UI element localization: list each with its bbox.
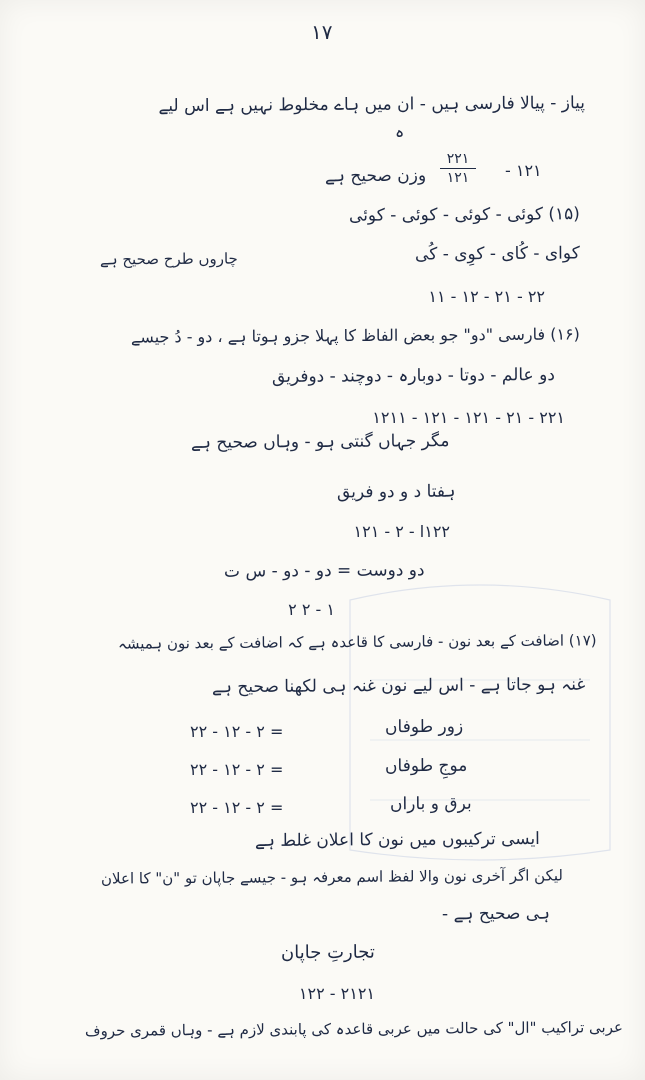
line-1: پیاز - پیالا فارسی ہیں - ان میں ہاے مخلوط نہیں ہے اس لیے [158, 93, 586, 117]
line-16-text: زور طوفاں [384, 716, 464, 738]
line-12: دو دوست = دو - دو - س ت [224, 560, 426, 582]
line-24: عربی تراکیب "ال" کی حالت میں عربی قاعدہ کی پابندی لازم ہے - وہاں قمری حروف [85, 1018, 624, 1040]
line-5: ۲۲ - ۲۱ - ۱۲ - ۱۱ [428, 287, 545, 306]
line-20: لیکن اگر آخری نون والا لفظ اسم معرفہ ہو - جیسے جاپان تو "ن" کا اعلان [100, 866, 564, 888]
line-23: ۲۱۲۱ - ۱۲۲ [298, 984, 375, 1003]
line-6: (۱۶) فارسی "دو" جو بعض الفاظ کا پہلا جزو ہوتا ہے ، دو - دُ جیسے [131, 324, 581, 347]
line-10: ہفتا د و دو فریق [336, 481, 456, 503]
weight-fraction [440, 152, 476, 185]
line-19: ایسی ترکیبوں میں نون کا اعلان غلط ہے [255, 829, 541, 851]
line-1b: ہ [394, 121, 405, 142]
page-number: ۱۷ [311, 20, 333, 44]
line-4-note: چاروں طرح صحیح ہے [99, 249, 238, 269]
line-18-numbers: = ۲ - ۱۲ - ۲۲ [190, 798, 284, 817]
line-2-numbers: ۱۲۱ - [505, 161, 542, 180]
line-9: مگر جہاں گنتی ہو - وہاں صحیح ہے [191, 431, 451, 453]
line-4: کوای - کُای - کوِی - کُی [415, 243, 581, 265]
line-17-text: موجِ طوفاں [384, 755, 468, 777]
line-13: ۱ - ۲ ۲ [288, 600, 335, 619]
line-18-text: برق و باراں [389, 793, 472, 815]
line-11: ۱۲۲ا - ۲ - ۱۲۱ [353, 522, 450, 541]
line-16-numbers: = ۲ - ۱۲ - ۲۲ [190, 722, 284, 741]
line-17-numbers: = ۲ - ۱۲ - ۲۲ [190, 760, 284, 779]
line-2-text: وزن صحیح ہے [324, 165, 427, 187]
fraction-bar [440, 168, 476, 169]
line-14: (۱۷) اضافت کے بعد نون - فارسی کا قاعدہ ہے کہ اضافت کے بعد نون ہمیشہ [118, 631, 598, 653]
line-3: (۱۵) کوئی - کوئی - کوئی - کوئی [349, 204, 581, 226]
line-8: ۲۲۱ - ۲۱ - ۱۲۱ - ۱۲۱ - ۱۲۱۱ [372, 408, 565, 427]
line-7: دو عالم - دوتا - دوبارہ - دوچند - دوفریق [272, 365, 556, 387]
line-15: غنہ ہو جاتا ہے - اس لیے نون غنہ ہی لکھنا صحیح ہے [211, 674, 586, 698]
line-21: ہی صحیح ہے - [442, 903, 551, 925]
fraction-numerator: ۲۲۱ [446, 151, 470, 167]
fraction-denominator: ۱۲۱ [446, 170, 470, 186]
line-22: تجارتِ جاپان [281, 941, 376, 964]
